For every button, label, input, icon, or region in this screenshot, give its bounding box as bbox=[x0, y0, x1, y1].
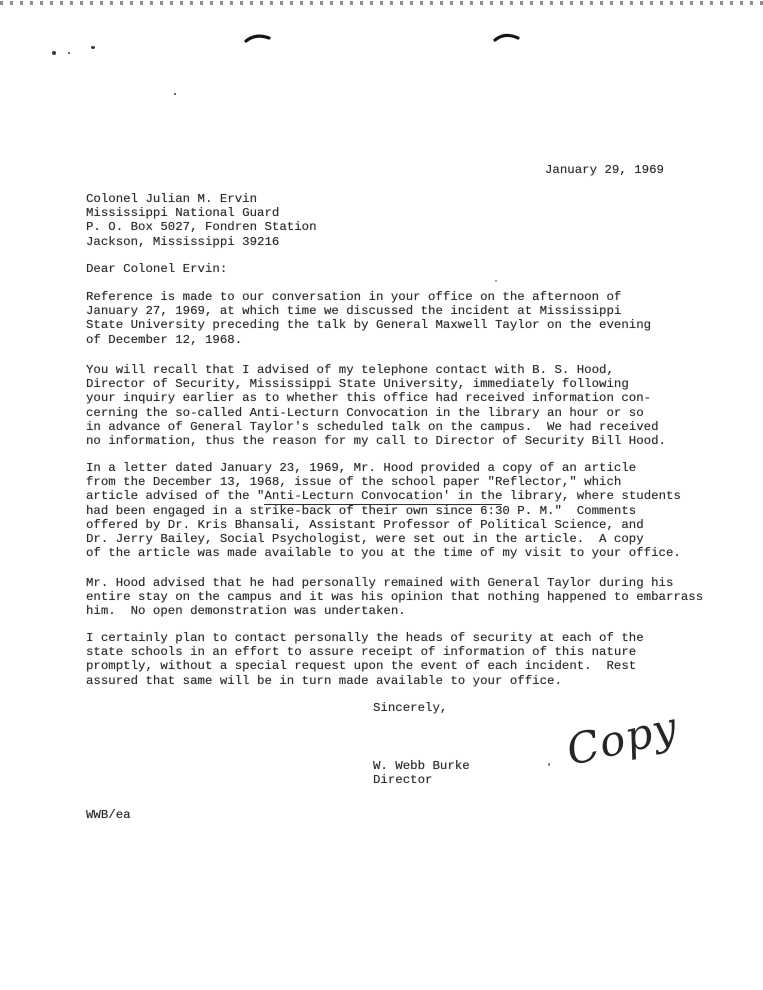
letter-line: state schools in an effort to assure receipt of information of this nature bbox=[86, 645, 637, 660]
letter-line: entire stay on the campus and it was his opinion that nothing happened to embarrass bbox=[86, 590, 704, 605]
letter-line: Mr. Hood advised that he had personally remained with General Taylor during his bbox=[86, 576, 674, 590]
address-line: Mississippi National Guard bbox=[86, 206, 280, 221]
body-paragraph-5 bbox=[86, 631, 644, 688]
body-paragraph-3 bbox=[86, 461, 681, 560]
letter-line: promptly, without a special request upon the event of each incident. Rest bbox=[86, 659, 637, 674]
letter-line: January 27, 1969, at which time we discussed the incident at Mississippi bbox=[86, 304, 622, 319]
body-paragraph-1 bbox=[86, 290, 651, 347]
letter-line: him. No open demonstration was undertaken. bbox=[86, 604, 406, 619]
letter-line: of December 12, 1968. bbox=[86, 332, 243, 347]
address-line: P. O. Box 5027, Fondren Station bbox=[86, 220, 317, 235]
letter-line: from the December 13, 1968, issue of the school paper "Reflector," which bbox=[86, 475, 622, 490]
letter-line: of the article was made available to you at the time of my visit to your office. bbox=[86, 546, 681, 561]
date-text: January 29, 1969 bbox=[545, 163, 664, 177]
underline-post-text: library, where students bbox=[502, 489, 681, 504]
body-paragraph-4 bbox=[86, 576, 703, 619]
signer-title: Director bbox=[373, 773, 433, 788]
letter-line: I certainly plan to contact personally the heads of security at each of the bbox=[86, 631, 644, 645]
perforation-dots bbox=[0, 1, 763, 5]
letter-line: in advance of General Taylor's scheduled talk on the campus. We had received bbox=[86, 419, 659, 434]
underline-pre-text: article advised of the " bbox=[86, 489, 265, 504]
scan-speck bbox=[68, 52, 70, 54]
signer-name: W. Webb Burke bbox=[373, 759, 470, 773]
scan-speck bbox=[52, 51, 56, 55]
address-line: Jackson, Mississippi 39216 bbox=[86, 234, 280, 249]
letter-line: had been engaged in a strike-back of their own since 6:30 P. M." Comments bbox=[86, 503, 637, 518]
letter-line: Dr. Jerry Bailey, Social Psychologist, were set out in the article. A copy bbox=[86, 532, 644, 547]
letter-line: State University preceding the talk by General Maxwell Taylor on the evening bbox=[86, 318, 652, 333]
scan-speck bbox=[495, 280, 497, 282]
signature-block bbox=[373, 759, 470, 787]
scan-curl-mark-left bbox=[243, 31, 273, 45]
letter-line: Director of Security, Mississippi State University, immediately following bbox=[86, 377, 629, 392]
recipient-address bbox=[86, 192, 317, 249]
letter-line-underlined bbox=[86, 489, 681, 503]
letter-line: no information, thus the reason for my call to Director of Security Bill Hood. bbox=[86, 434, 666, 449]
letter-line: offered by Dr. Kris Bhansali, Assistant Professor of Political Science, and bbox=[86, 517, 644, 532]
copy-stamp-handwriting: Copy bbox=[561, 702, 683, 775]
letter-line: In a letter dated January 23, 1969, Mr. Hood provided a copy of an article bbox=[86, 461, 637, 475]
body-paragraph-2 bbox=[86, 363, 666, 448]
letter-line: cerning the so-called Anti-Lecturn Convocation in the library an hour or so bbox=[86, 405, 644, 420]
letter-line: assured that same will be in turn made available to your office. bbox=[86, 673, 562, 688]
letter-line: Reference is made to our conversation in your office on the afternoon of bbox=[86, 290, 622, 304]
scan-speck bbox=[174, 93, 176, 95]
letter-line: You will recall that I advised of my telephone contact with B. S. Hood, bbox=[86, 363, 614, 377]
address-line: Colonel Julian M. Ervin bbox=[86, 192, 258, 206]
letter-line: your inquiry earlier as to whether this office had received information con- bbox=[86, 391, 652, 406]
scan-speck bbox=[548, 763, 550, 766]
salutation: Dear Colonel Ervin: bbox=[86, 262, 228, 276]
closing-valediction: Sincerely, bbox=[373, 701, 448, 715]
scan-speck bbox=[91, 46, 95, 49]
letter-date bbox=[545, 163, 664, 177]
typist-initials: WWB/ea bbox=[86, 808, 131, 822]
underlined-phrase: Anti-Lecturn Convocation' in the bbox=[264, 489, 503, 504]
scan-curl-mark-right bbox=[492, 31, 522, 45]
